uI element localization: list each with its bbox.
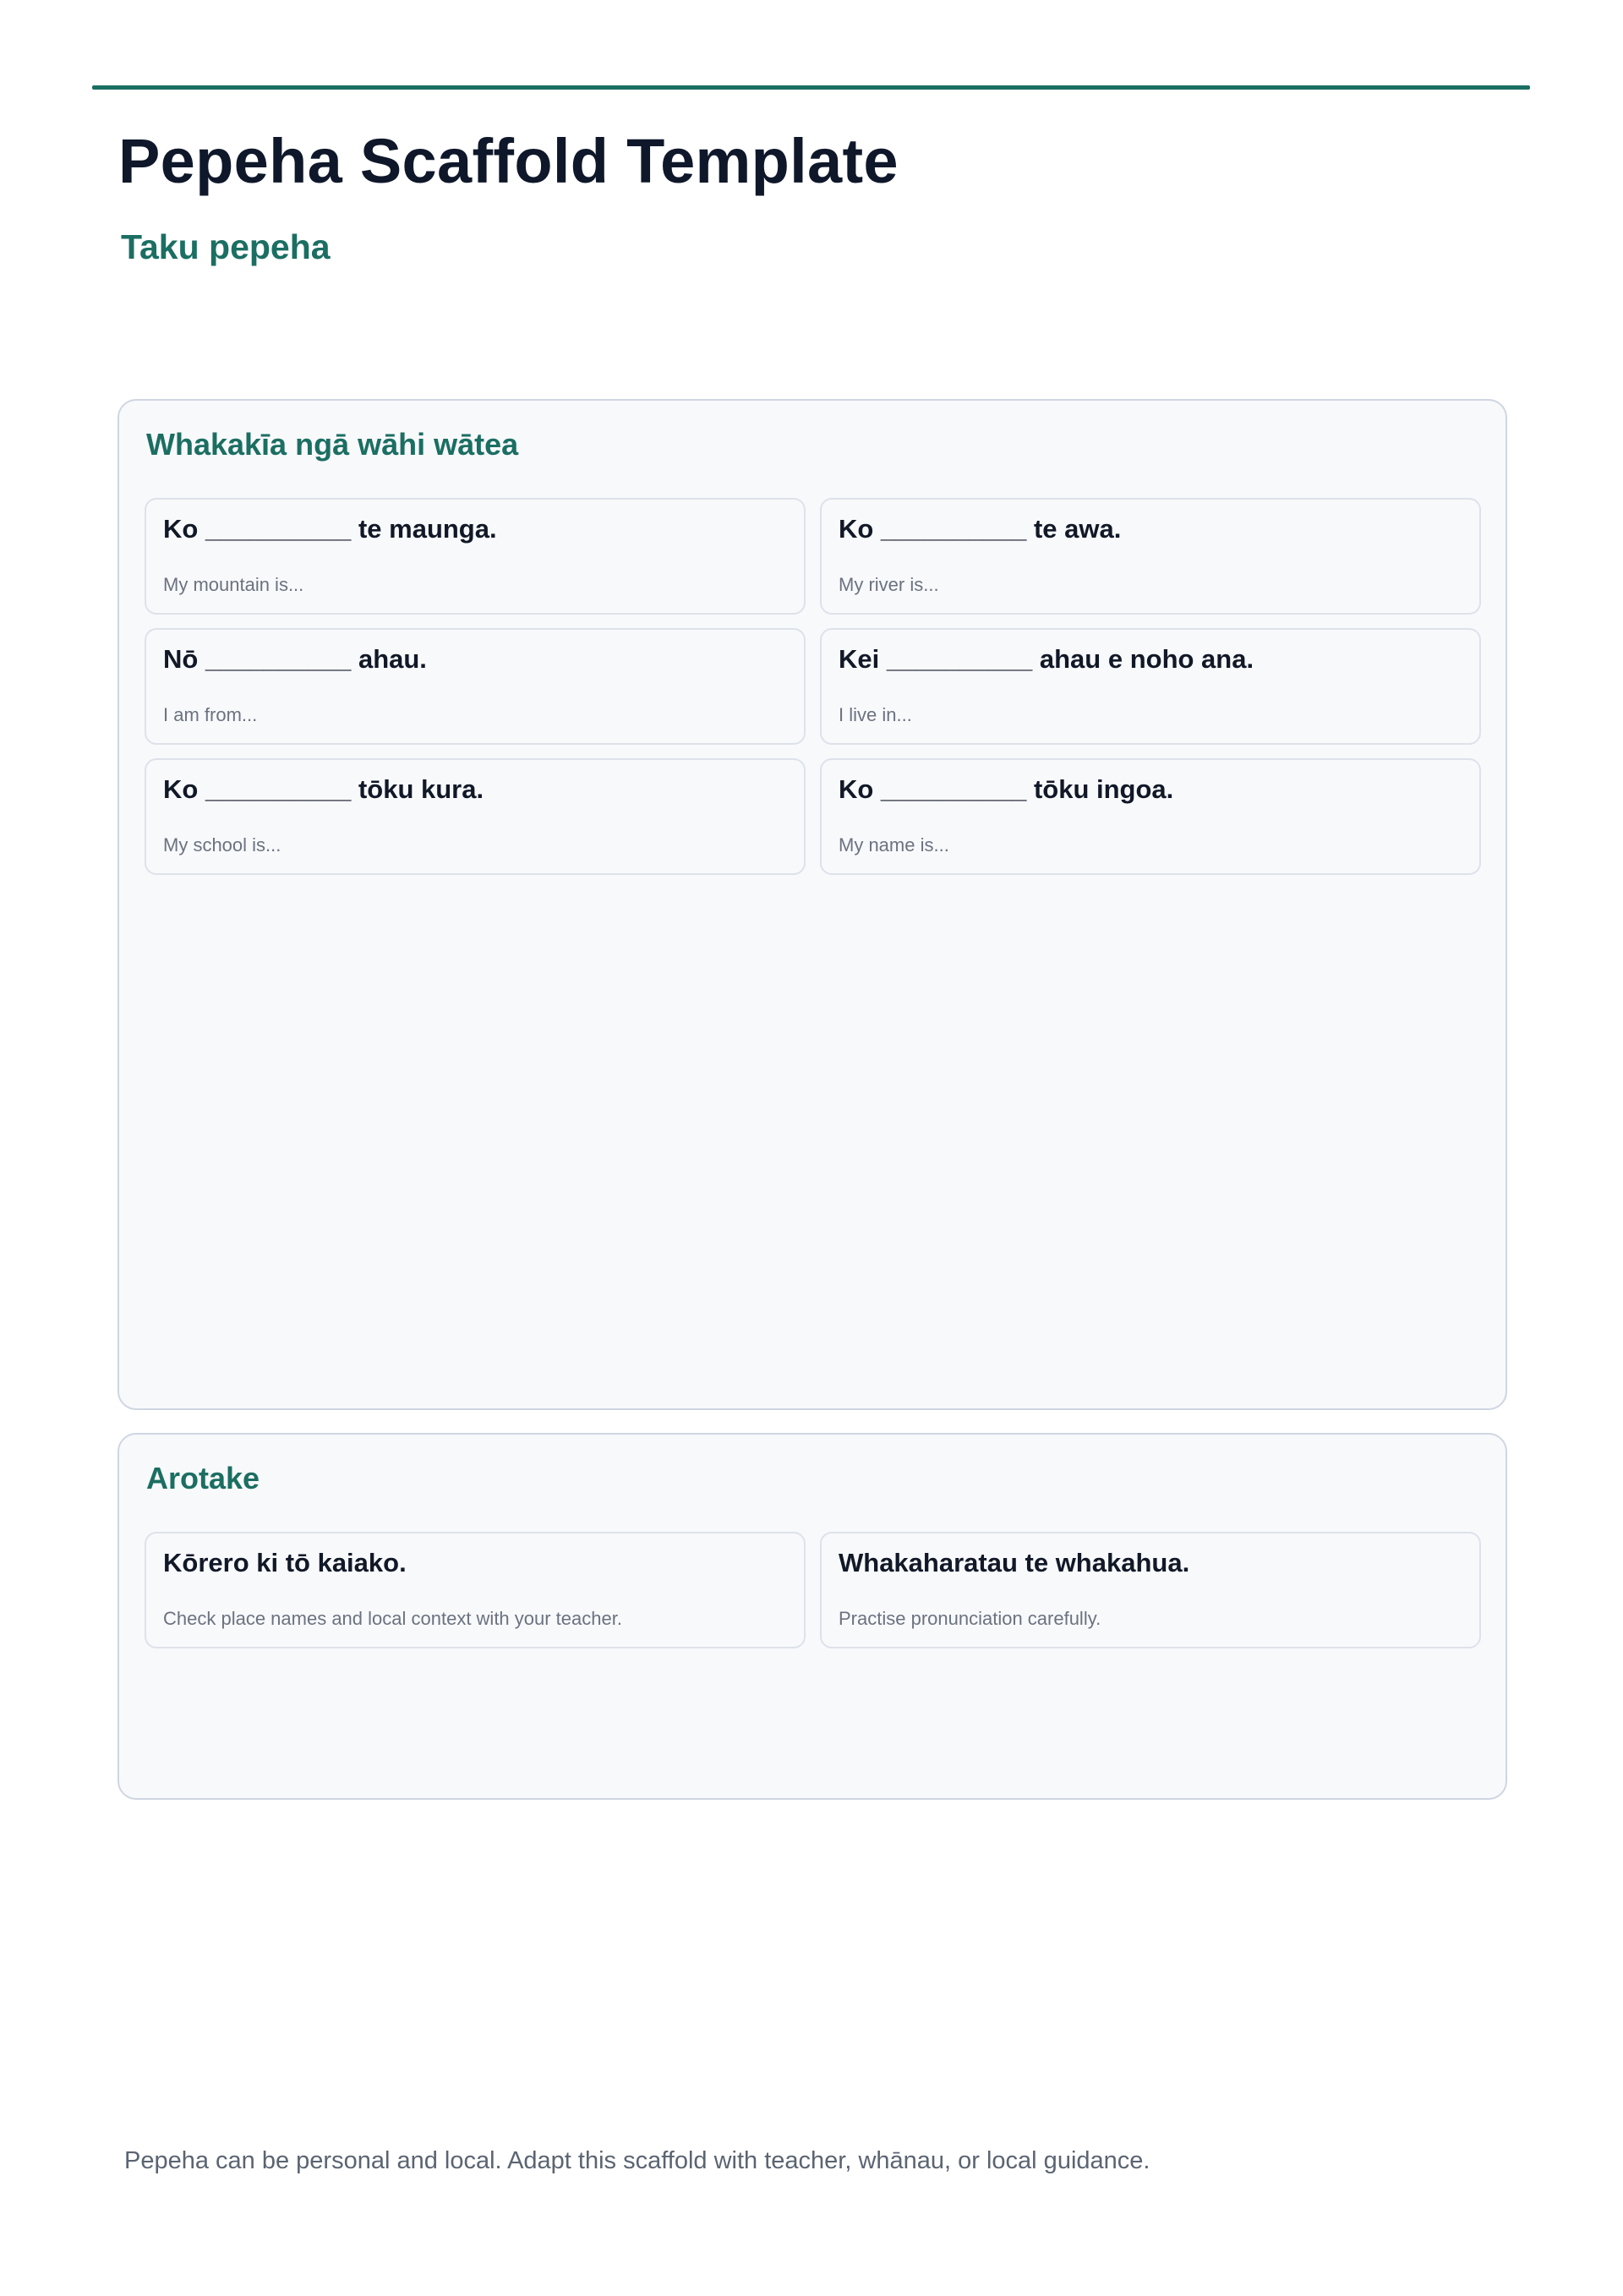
prompt-hint: My name is... xyxy=(839,834,949,856)
page-subtitle: Taku pepeha xyxy=(121,227,331,266)
prompt-sentence: Kei __________ ahau e noho ana. xyxy=(839,644,1254,674)
prompt-hint: I am from... xyxy=(163,704,258,725)
prompt-card-name xyxy=(820,758,1481,875)
review-section xyxy=(117,1433,1507,1800)
prompt-card-school xyxy=(145,758,806,875)
prompt-sentence: Ko __________ te awa. xyxy=(839,514,1122,544)
header-divider xyxy=(92,85,1530,90)
prompt-sentence: Ko __________ tōku ingoa. xyxy=(839,774,1174,804)
review-heading: Kōrero ki tō kaiako. xyxy=(163,1548,407,1577)
prompt-sentence: Ko __________ te maunga. xyxy=(163,514,497,544)
prompt-sentence: Ko __________ tōku kura. xyxy=(163,774,484,804)
prompt-hint: My mountain is... xyxy=(163,574,304,595)
prompt-card-grid xyxy=(145,498,1483,875)
footer-note: Pepeha can be personal and local. Adapt this scaffold with teacher, whānau, or local guidance. xyxy=(124,2147,1150,2174)
prompt-hint: My river is... xyxy=(839,574,939,595)
prompt-sentence: Nō __________ ahau. xyxy=(163,644,427,674)
review-card-grid xyxy=(145,1532,1483,1648)
section-title: Whakakīa ngā wāhi wātea xyxy=(146,427,519,462)
review-card-teacher xyxy=(145,1532,806,1648)
section-title: Arotake xyxy=(146,1461,260,1495)
review-card-pronunciation xyxy=(820,1532,1481,1648)
prompt-hint: My school is... xyxy=(163,834,281,856)
review-heading: Whakaharatau te whakahua. xyxy=(839,1548,1190,1577)
prompt-card-river xyxy=(820,498,1481,615)
prompt-card-from xyxy=(145,628,806,745)
prompt-card-mountain xyxy=(145,498,806,615)
prompt-card-live xyxy=(820,628,1481,745)
prompt-hint: I live in... xyxy=(839,704,912,725)
review-hint: Check place names and local context with your teacher. xyxy=(163,1608,622,1629)
page-title: Pepeha Scaffold Template xyxy=(118,126,899,196)
fill-in-blanks-section xyxy=(117,399,1507,1410)
review-hint: Practise pronunciation carefully. xyxy=(839,1608,1101,1629)
